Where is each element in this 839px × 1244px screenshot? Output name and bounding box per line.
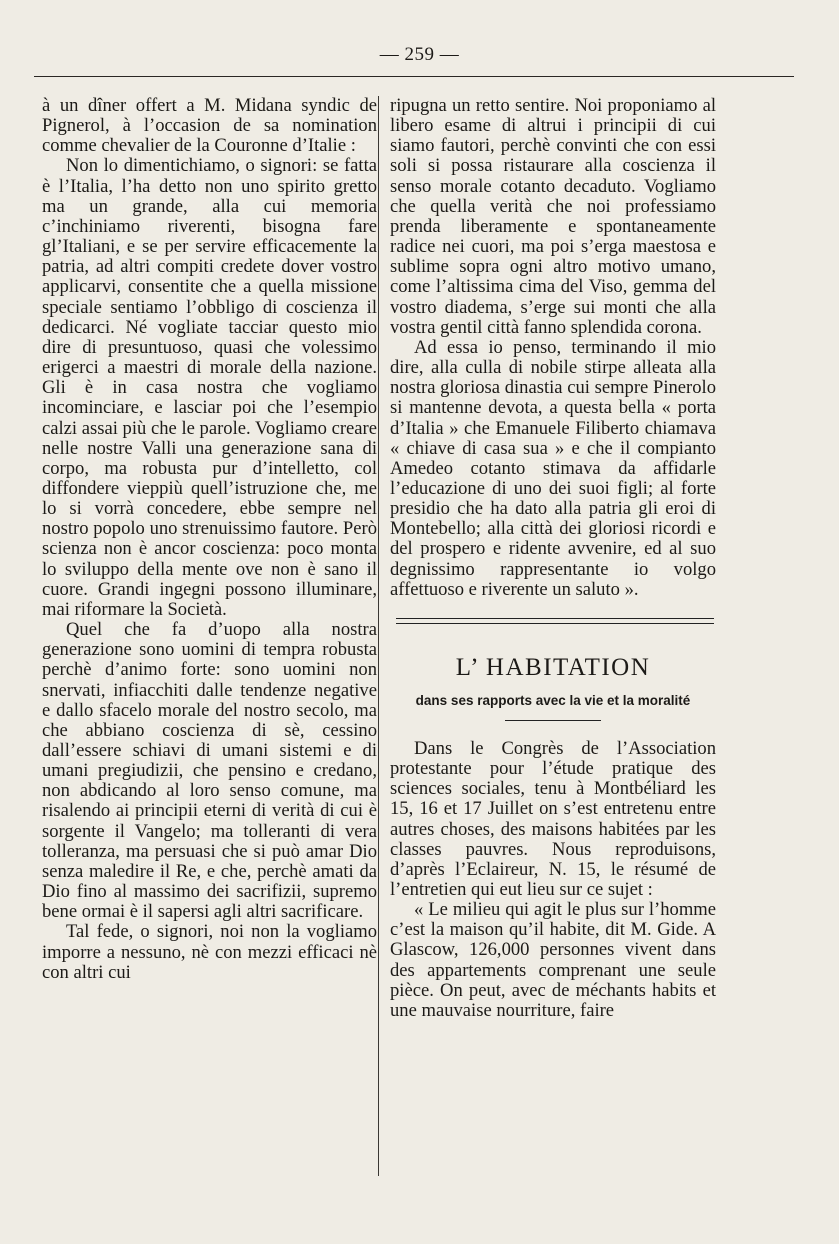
section-paragraph: « Le milieu qui agit le plus sur l’homme c’est la maison qu’il habite, dit M. Gide. A Glascow, 126,000 personnes vivent dans des appartements comprenant une seule pièce. On peut, avec de méchants habits et une mauvaise nourriture, faire xyxy=(390,899,716,1021)
right-paragraph: ripugna un retto sentire. Noi proponiamo al libero esame di altrui i principii di cui siamo fautori, perchè convinti che con essi soli si possa ristaurare alla coscienza il senso morale cotanto decaduto. Vogliamo che quella verità che noi professiamo prenda liberamente e spontaneamente radice nei cuori, ma poi s’erga maestosa e sublime sopra ogni altro motivo umano, come l’altissima cima del Viso, gemma del vostro diadema, s’erge sui monti che alla vostra gentil città fanno splendida corona. xyxy=(390,95,716,338)
left-paragraph: Non lo dimentichiamo, o signori: se fatta è l’Italia, l’ha detto non uno spirito gretto ma un grande, alla cui memoria c’inchiniamo riverenti, bisogna fare gl’Italiani, e se per servire efficacemente la patria, ad altri compiti credete dover vostro applicarvi, consentite che a quella missione speciale sentiamo l’obbligo di coscienza il dedicarci. Né vogliate tacciar questo mio dire di presuntuoso, quasi che volessimo erigerci a maestri di morale della nazione. Gli è in casa nostra che vogliamo incominciare, e lasciar poi che l’esempio calzi assai più che le parole. Vogliamo creare nelle nostre Valli una generazione sana di corpo, ma robusta pur d’intelletto, col diffondere vieppiù quell’istruzione che, me lo si vorrà concedere, ebbe sempre nel nostro popolo uno strenuissimo fautore. Però scienza non è ancor coscienza: poco monta lo sviluppo della mente ove non è sano il cuore. Grandi ingegni possono illuminare, mai riformare la Società. xyxy=(42,155,377,620)
page-number: — 259 — xyxy=(379,44,460,65)
left-paragraph: Tal fede, o signori, noi non la vogliamo imporre a nessuno, nè con mezzi efficaci nè con altri cui xyxy=(42,921,377,983)
section-double-rule xyxy=(396,618,714,624)
column-divider xyxy=(378,96,379,1176)
left-paragraph: à un dîner offert a M. Midana syndic de Pignerol, à l’occasion de sa nomination comme chevalier de la Couronne d’Italie : xyxy=(42,95,377,157)
section-short-rule xyxy=(505,720,601,721)
section-subtitle: dans ses rapports avec la vie et la moralité xyxy=(415,692,691,708)
right-paragraph: Ad essa io penso, terminando il mio dire, alla culla di nobile stirpe alleata alla nostra gloriosa dinastia cui sempre Pinerolo si mantenne devota, a questa bella « porta d’Italia » che Emanuele Filiberto chiamava « chiave di casa sua » e che il compianto Amedeo cotanto stimava da affidarle l’educazione di uno dei suoi figli; al forte presidio che ha dato alla patria gli eroi di Montebello; alla città dei gloriosi ricordi e del prospero e ridente avvenire, ed al suo degnissimo rappresentante io volgo affettuoso e riverente un saluto ». xyxy=(390,336,716,600)
section-title: L’ HABITATION xyxy=(455,653,651,681)
left-paragraph: Quel che fa d’uopo alla nostra generazione sono uomini di tempra robusta perchè d’animo forte: sono uomini non snervati, infiacchiti dalle tendenze negative e dallo sfacelo morale del nostro secolo, ma che abbiano coscienza di sè, cessino dall’essere schiavi di umani sistemi e di umani pregiudizii, che pensino e credano, non abdicando al loro senso comune, ma risalendo ai principii eterni di verità di cui è sorgente il Vangelo; ma tolleranti di vera tolleranza, ma persuasi che si può amar Dio senza maledire il Re, e che, perchè amati da Dio fino al massimo dei sacrifizii, supremo bene ormai è il sapersi agli altri sacrificare. xyxy=(42,619,377,923)
section-paragraph: Dans le Congrès de l’Association protestante pour l’étude pratique des sciences sociales, tenu à Montbéliard les 15, 16 et 17 Juillet on s’est entretenu entre autres choses, des maisons habitées par les classes pauvres. Nous reproduisons, d’après l’Eclaireur, N. 15, le résumé de l’entretien qui eut lieu sur ce sujet : xyxy=(390,737,716,900)
left-column xyxy=(42,96,377,983)
right-column xyxy=(390,96,716,1021)
header-rule xyxy=(34,76,794,77)
